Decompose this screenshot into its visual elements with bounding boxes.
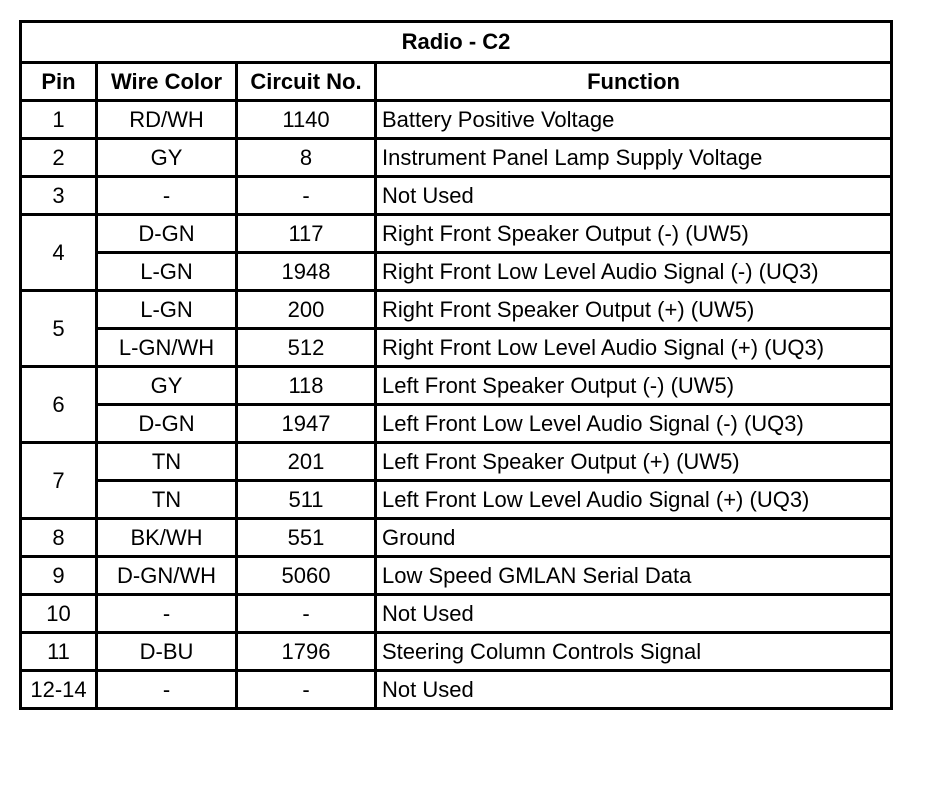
circuit-cell: 200 [237, 291, 376, 329]
table-title: Radio - C2 [21, 22, 892, 63]
function-cell: Left Front Speaker Output (-) (UW5) [376, 367, 892, 405]
wire-color-cell: TN [97, 481, 237, 519]
pin-cell: 9 [21, 557, 97, 595]
table-row [21, 671, 892, 709]
function-cell: Left Front Speaker Output (+) (UW5) [376, 443, 892, 481]
header-circuit-no: Circuit No. [237, 63, 376, 101]
pin-cell: 11 [21, 633, 97, 671]
circuit-cell: 511 [237, 481, 376, 519]
header-function: Function [376, 63, 892, 101]
circuit-cell: 117 [237, 215, 376, 253]
header-pin: Pin [21, 63, 97, 101]
pin-cell: 2 [21, 139, 97, 177]
circuit-cell: 1796 [237, 633, 376, 671]
circuit-cell: - [237, 671, 376, 709]
wire-color-cell: BK/WH [97, 519, 237, 557]
table-row [21, 367, 892, 405]
table-row [21, 557, 892, 595]
circuit-cell: 118 [237, 367, 376, 405]
function-cell: Steering Column Controls Signal [376, 633, 892, 671]
table-row [21, 443, 892, 481]
function-cell: Low Speed GMLAN Serial Data [376, 557, 892, 595]
function-cell: Right Front Speaker Output (+) (UW5) [376, 291, 892, 329]
table-row [21, 291, 892, 329]
table-row [21, 481, 892, 519]
circuit-cell: 8 [237, 139, 376, 177]
wire-color-cell: GY [97, 367, 237, 405]
function-cell: Not Used [376, 177, 892, 215]
wire-color-cell: D-GN/WH [97, 557, 237, 595]
table-body [21, 101, 892, 709]
function-cell: Ground [376, 519, 892, 557]
table-row [21, 519, 892, 557]
wire-color-cell: - [97, 671, 237, 709]
table-row [21, 595, 892, 633]
pin-cell: 12-14 [21, 671, 97, 709]
wire-color-cell: - [97, 595, 237, 633]
circuit-cell: 5060 [237, 557, 376, 595]
wire-color-cell: L-GN [97, 291, 237, 329]
header-wire-color: Wire Color [97, 63, 237, 101]
function-cell: Not Used [376, 595, 892, 633]
function-cell: Left Front Low Level Audio Signal (-) (UQ3) [376, 405, 892, 443]
table-row [21, 633, 892, 671]
pin-cell: 8 [21, 519, 97, 557]
table-row [21, 101, 892, 139]
pin-cell: 10 [21, 595, 97, 633]
function-cell: Not Used [376, 671, 892, 709]
pin-cell: 3 [21, 177, 97, 215]
circuit-cell: 551 [237, 519, 376, 557]
circuit-cell: 201 [237, 443, 376, 481]
circuit-cell: - [237, 177, 376, 215]
function-cell: Instrument Panel Lamp Supply Voltage [376, 139, 892, 177]
circuit-cell: 1947 [237, 405, 376, 443]
circuit-cell: - [237, 595, 376, 633]
pin-cell: 5 [21, 291, 97, 367]
wire-color-cell: TN [97, 443, 237, 481]
function-cell: Right Front Low Level Audio Signal (+) (UQ3) [376, 329, 892, 367]
wire-color-cell: D-GN [97, 215, 237, 253]
table-row [21, 177, 892, 215]
circuit-cell: 1948 [237, 253, 376, 291]
pin-cell: 7 [21, 443, 97, 519]
wire-color-cell: RD/WH [97, 101, 237, 139]
wire-color-cell: D-BU [97, 633, 237, 671]
wire-color-cell: L-GN/WH [97, 329, 237, 367]
table-row [21, 253, 892, 291]
wire-color-cell: - [97, 177, 237, 215]
table-header-row [21, 63, 892, 101]
connector-pinout-table [19, 20, 893, 710]
wire-color-cell: L-GN [97, 253, 237, 291]
table-row [21, 405, 892, 443]
function-cell: Battery Positive Voltage [376, 101, 892, 139]
table-row [21, 139, 892, 177]
function-cell: Right Front Speaker Output (-) (UW5) [376, 215, 892, 253]
table-row [21, 215, 892, 253]
circuit-cell: 512 [237, 329, 376, 367]
function-cell: Right Front Low Level Audio Signal (-) (UQ3) [376, 253, 892, 291]
circuit-cell: 1140 [237, 101, 376, 139]
table-title-row [21, 22, 892, 63]
pin-cell: 4 [21, 215, 97, 291]
function-cell: Left Front Low Level Audio Signal (+) (UQ3) [376, 481, 892, 519]
pin-cell: 1 [21, 101, 97, 139]
pin-cell: 6 [21, 367, 97, 443]
table-row [21, 329, 892, 367]
wire-color-cell: GY [97, 139, 237, 177]
wire-color-cell: D-GN [97, 405, 237, 443]
